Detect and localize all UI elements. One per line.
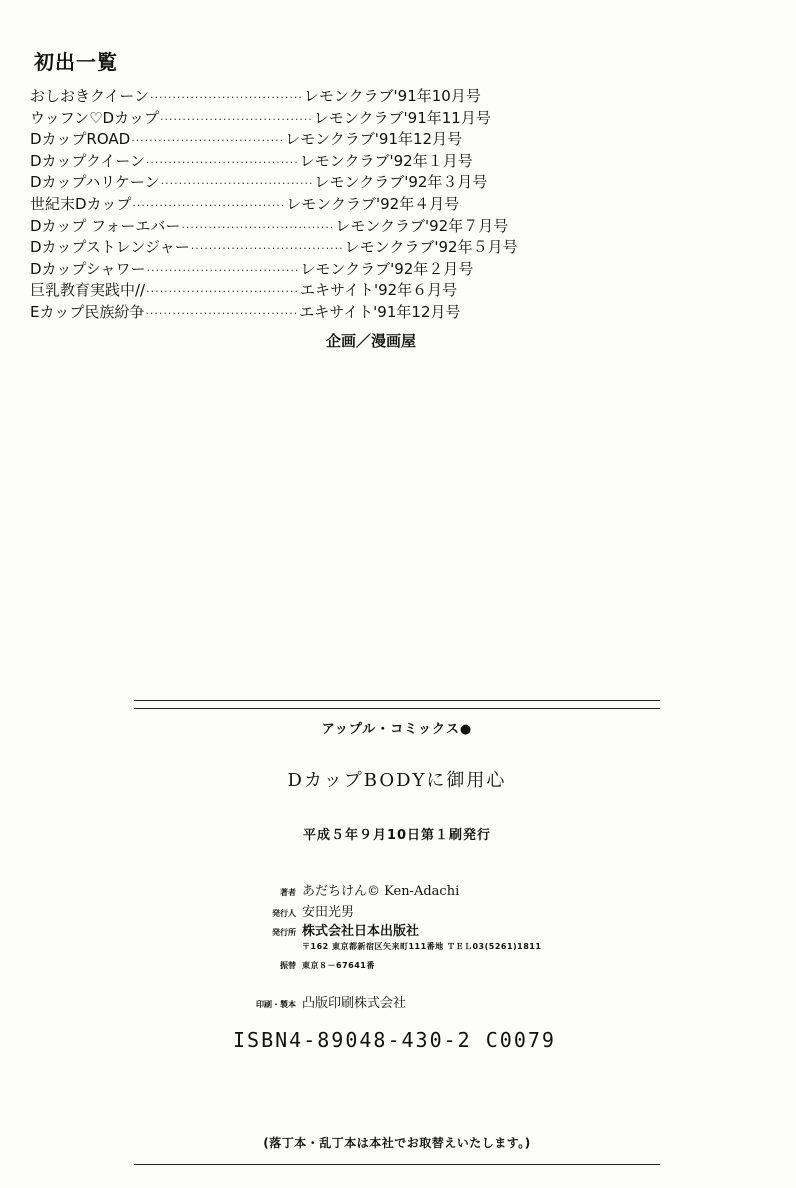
magazine-issue: レモンクラブ'92年５月号 [344,238,518,257]
list-item [30,259,474,281]
leader-dots: ·································· [159,112,313,126]
publisher-person-name: 安田光男 [302,905,355,920]
magazine-issue: レモンクラブ'92年２月号 [300,259,474,278]
double-rule [134,700,660,709]
story-title: Dカップハリケーン [30,173,160,192]
planning-credit: 企画／漫画屋 [325,332,416,350]
list-item [30,172,488,194]
story-title: おしおきクイーン [30,87,149,105]
printing-credit [230,992,406,1011]
book-title: DカップBODYに御用心 [287,770,507,791]
leader-dots: ·································· [146,285,299,299]
list-item [30,302,461,324]
bottom-rule [134,1164,660,1165]
leader-dots: ·································· [190,242,344,256]
list-item [30,108,491,130]
magazine-issue: レモンクラブ'92年３月号 [314,173,488,192]
publisher-person-credit [230,901,354,920]
leader-dots: ·································· [181,220,335,234]
address-line [230,941,541,952]
magazine-issue: レモンクラブ'92年７月号 [335,216,509,235]
publisher-person-label: 発行人 [272,909,296,918]
magazine-issue: レモンクラブ'91年12月号 [285,130,463,149]
story-title: Dカップクイーン [30,151,145,170]
magazine-issue: エキサイト'91年12月号 [299,302,461,321]
story-title: 世紀末Dカップ [30,194,132,213]
leader-dots: ·································· [145,155,299,169]
magazine-issue: レモンクラブ'91年10月号 [303,87,481,105]
magazine-issue: レモンクラブ'92年１月号 [299,151,473,170]
story-title: ウッフン♡Dカップ [30,108,159,127]
printing-label: 印刷・製本 [256,1000,296,1009]
replacement-notice: (落丁本・乱丁本は本社でお取替えいたします。) [263,1136,531,1150]
author-label: 著者 [280,888,296,897]
transfer-label: 振替 [280,961,296,970]
author-credit [230,880,459,899]
leader-dots: ·································· [132,198,286,212]
list-item [30,86,481,108]
list-item [30,129,463,151]
publisher-label: 発行所 [272,928,296,937]
story-title: Eカップ民族紛争 [30,302,145,321]
series-name: アップル・コミックス● [321,722,473,737]
publisher-credit [230,920,419,939]
publisher-name: 株式会社日本出版社 [302,924,420,939]
edition-date: 平成５年９月10日第１刷発行 [302,828,492,843]
transfer-account: 東京８－67641番 [302,961,375,970]
magazine-issue: レモンクラブ'92年４月号 [286,194,460,213]
magazine-issue: エキサイト'92年６月号 [300,281,458,300]
list-item [30,216,509,238]
first-appearances-list [30,86,518,324]
story-title: Dカップ フォーエバー [30,216,181,235]
list-item [30,237,518,259]
story-title: DカップROAD [30,130,131,149]
story-title: Dカップストレンジャー [30,238,190,257]
leader-dots: ·································· [149,91,303,104]
leader-dots: ·································· [145,306,299,320]
story-title: Dカップシャワー [30,259,146,278]
magazine-issue: レモンクラブ'91年11月号 [313,108,491,127]
leader-dots: ·································· [146,263,300,277]
leader-dots: ·································· [160,177,314,191]
list-item [30,151,473,173]
isbn-code: ISBN4-89048-430-2 C0079 [233,1028,556,1052]
story-title: 巨乳教育実践中// [30,281,146,300]
publisher-address: 〒162 東京都新宿区矢来町111番地 ＴＥＬ03(5261)1811 [302,942,542,951]
author-name: あだちけん© Ken-Adachi [302,884,460,899]
list-item [30,280,458,302]
printing-company: 凸版印刷株式会社 [302,996,407,1011]
first-appearances-title: 初出一覧 [34,50,118,74]
transfer-line [230,960,375,971]
list-item [30,194,460,216]
leader-dots: ·································· [131,134,285,148]
